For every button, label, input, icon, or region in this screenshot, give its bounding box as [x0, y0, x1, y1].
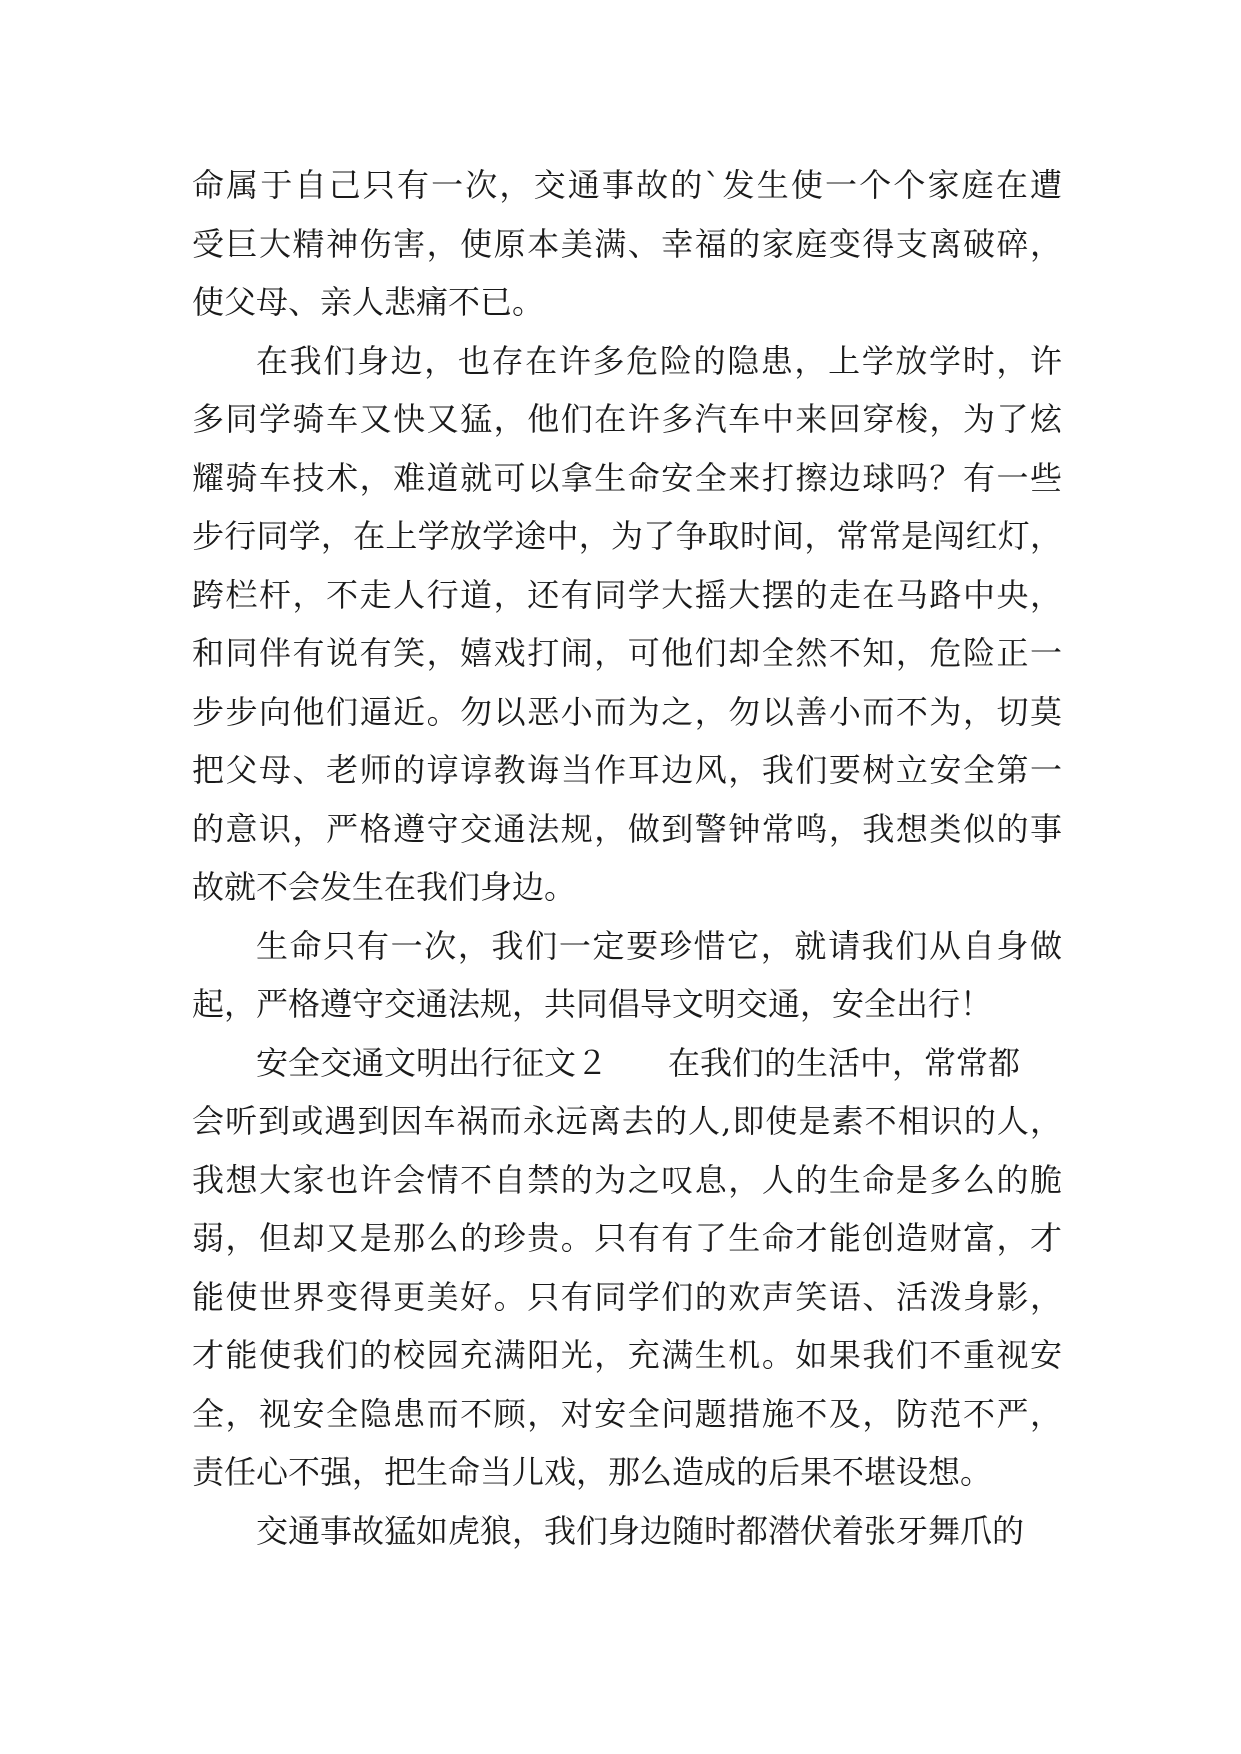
text-line: 才能使我们的校园充满阳光，充满生机。如果我们不重视安: [192, 1336, 1062, 1374]
text-line: 步步向他们逼近。勿以恶小而为之，勿以善小而不为，切莫: [192, 692, 1062, 731]
text-line: 的意识，严格遵守交通法规，做到警钟常鸣，我想类似的事: [192, 809, 1062, 848]
text-line: 生命只有一次，我们一定要珍惜它，就请我们从自身做: [256, 926, 1062, 965]
text-line: 我想大家也许会情不自禁的为之叹息，人的生命是多么的脆: [192, 1160, 1062, 1199]
text-line: 故就不会发生在我们身边。: [192, 868, 577, 906]
essay-heading-line: [192, 1034, 1062, 1093]
text-line: 会听到或遇到因车祸而永远离去的人,即使是素不相识的人，: [192, 1102, 1062, 1140]
text-line: 耀骑车技术，难道就可以拿生命安全来打擦边球吗？有一些: [192, 458, 1062, 497]
text-line: 责任心不强，把生命当儿戏，那么造成的后果不堪设想。: [192, 1453, 993, 1491]
text-line: 在我们身边，也存在许多危险的隐患，上学放学时，许: [256, 341, 1062, 380]
essay-heading: 安全交通文明出行征文２: [256, 1043, 609, 1082]
text-line: 能使世界变得更美好。只有同学们的欢声笑语、活泼身影，: [192, 1277, 1062, 1316]
text-line: 弱，但却又是那么的珍贵。只有有了生命才能创造财富，才: [192, 1219, 1062, 1257]
text-line: 和同伴有说有笑，嬉戏打闹，可他们却全然不知，危险正一: [192, 634, 1062, 672]
text-line: 命属于自己只有一次，交通事故的`发生使一个个家庭在遭: [192, 166, 1062, 204]
text-line: 受巨大精神伤害，使原本美满、幸福的家庭变得支离破碎，: [192, 224, 1062, 263]
text-line: 交通事故猛如虎狼，我们身边随时都潜伏着张牙舞爪的: [256, 1511, 1025, 1550]
text-line: 跨栏杆，不走人行道，还有同学大摇大摆的走在马路中央，: [192, 575, 1062, 614]
text-line: 使父母、亲人悲痛不已。: [192, 283, 545, 321]
essay-body: [192, 156, 1062, 1560]
text-line: 步行同学，在上学放学途中，为了争取时间，常常是闯红灯，: [192, 517, 1062, 555]
text-line: 全，视安全隐患而不顾，对安全问题措施不及，防范不严，: [192, 1394, 1062, 1433]
text-line: 起，严格遵守交通法规，共同倡导文明交通，安全出行！: [192, 985, 993, 1023]
text-line: 多同学骑车又快又猛，他们在许多汽车中来回穿梭，为了炫: [192, 400, 1062, 438]
heading-continuation: 在我们的生活中，常常都: [668, 1043, 1021, 1082]
text-line: 把父母、老师的谆谆教诲当作耳边风，我们要树立安全第一: [192, 751, 1062, 789]
